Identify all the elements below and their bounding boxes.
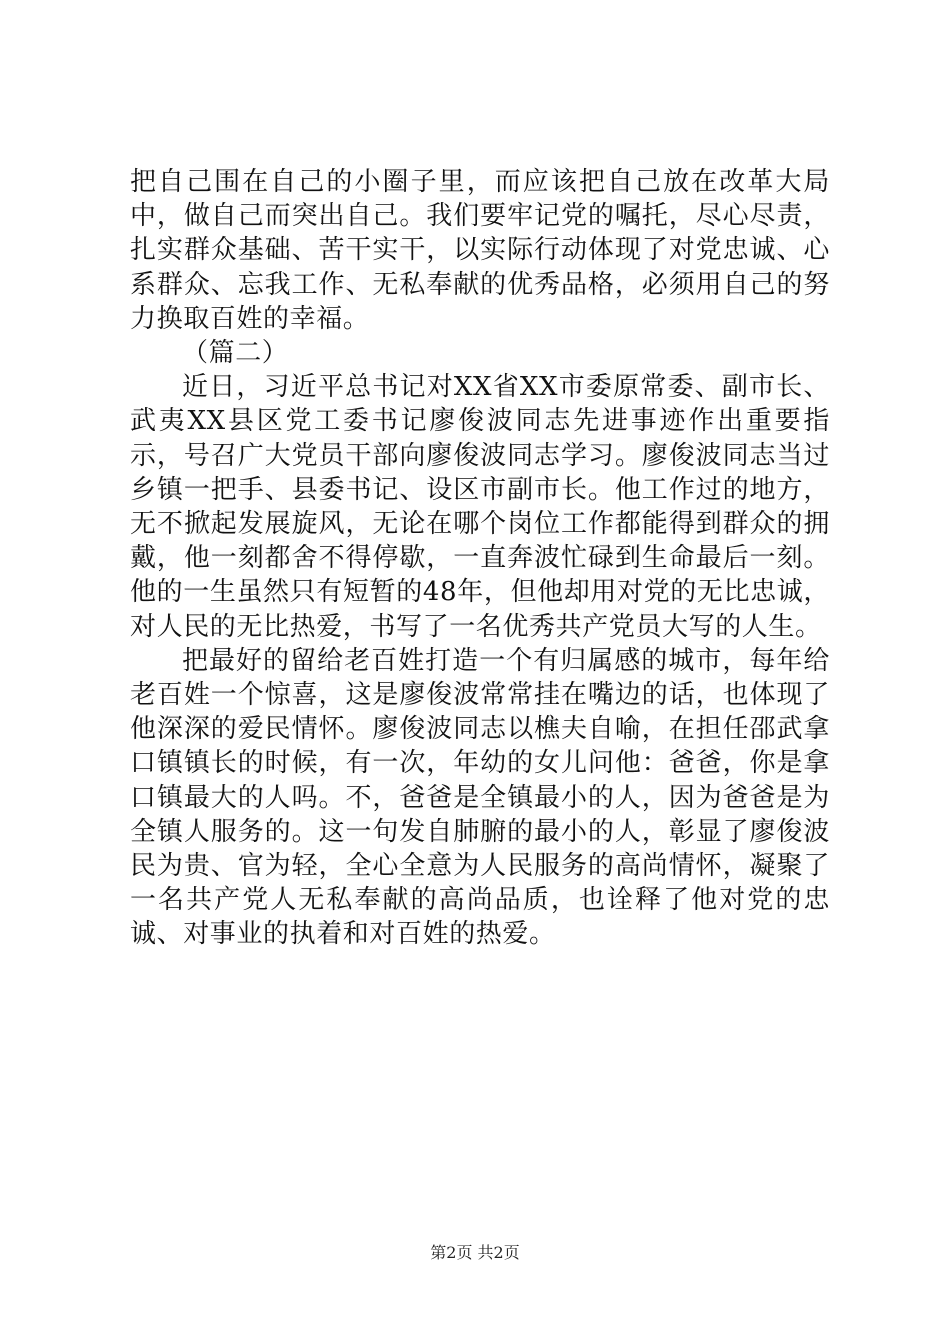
section-heading-part-two: （篇二）	[182, 338, 289, 369]
paragraph-anecdote: 把最好的留给老百姓打造一个有归属感的城市，每年给老百姓一个惊喜，这是廖俊波常常挂在嘴边的话，也体现了他深深的爱民情怀。廖俊波同志以樵夫自喻，在担任邵武拿口镇镇长的时候，有一次，年幼的女儿问他：爸爸，你是拿口镇最大的人吗。不，爸爸是全镇最小的人，因为爸爸是为全镇人服务的。这一句发自肺腑的最小的人，彰显了廖俊波民为贵、官为轻，全心全意为人民服务的高尚情怀，凝聚了一名共产党人无私奉献的高尚品质，也诠释了他对党的忠诚、对事业的执着和对百姓的热爱。	[130, 645, 830, 950]
paragraph-continuation: 把自己围在自己的小圈子里，而应该把自己放在改革大局中，做自己而突出自己。我们要牢记党的嘱托，尽心尽责，扎实群众基础、苦干实干，以实际行动体现了对党忠诚、心系群众、忘我工作、无私奉献的优秀品格，必须用自己的努力换取百姓的幸福。	[130, 167, 830, 334]
page-footer: 第2页 共2页	[430, 1243, 520, 1262]
paragraph-intro: 近日，习近平总书记对XX省XX市委原常委、副市长、武夷XX县区党工委书记廖俊波同志先进事迹作出重要指示，号召广大党员干部向廖俊波同志学习。廖俊波同志当过乡镇一把手、县委书记、设区市副市长。他工作过的地方，无不掀起发展旋风，无论在哪个岗位工作都能得到群众的拥戴，他一刻都舍不得停歇，一直奔波忙碌到生命最后一刻。他的一生虽然只有短暂的48年，但他却用对党的无比忠诚，对人民的无比热爱，书写了一名优秀共产党员大写的人生。	[130, 372, 830, 642]
document-body	[130, 165, 830, 952]
